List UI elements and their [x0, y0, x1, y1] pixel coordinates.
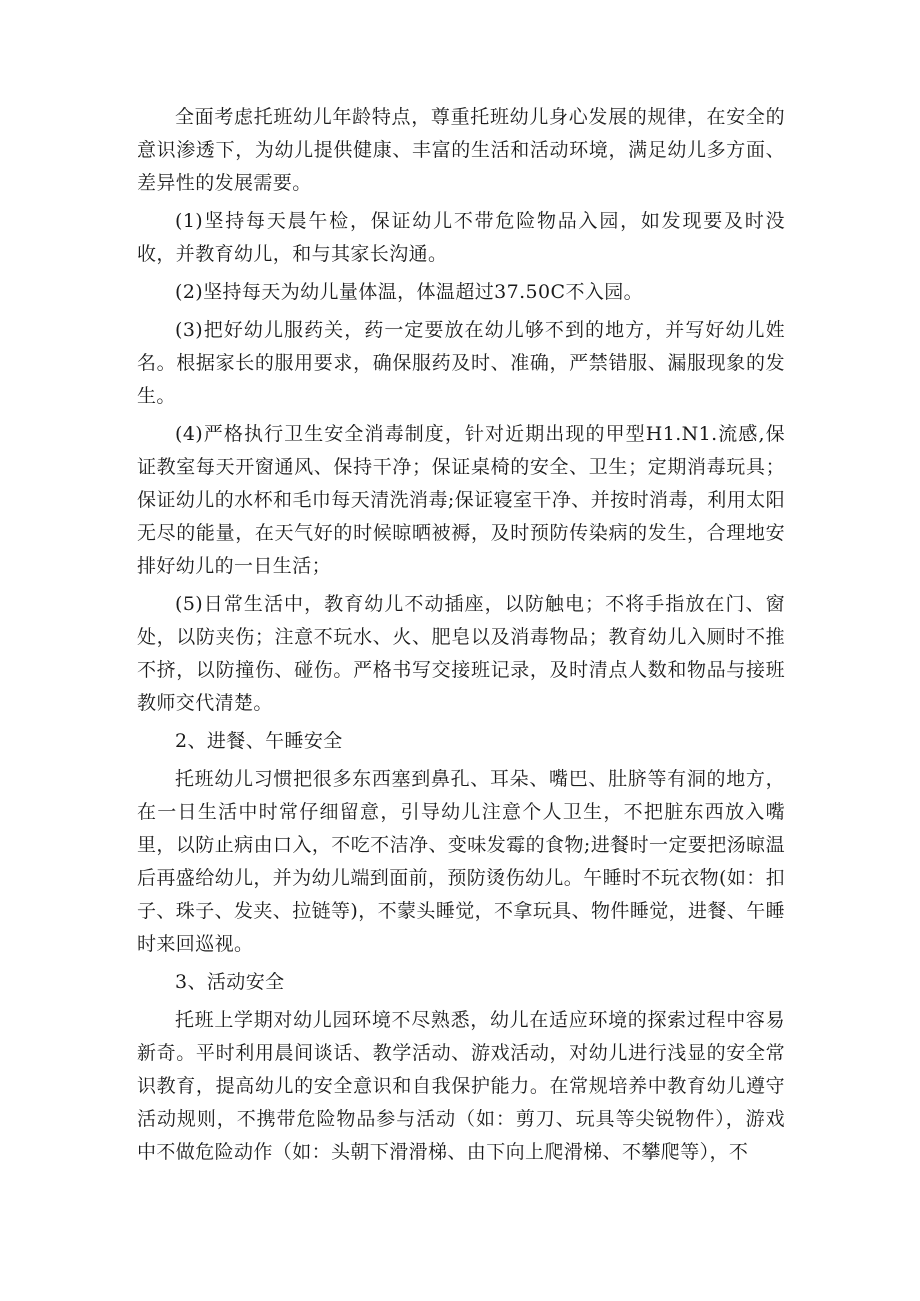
section-heading-meal-nap: 2、进餐、午睡安全	[175, 730, 343, 752]
item-1-paragraph: (1)坚持每天晨午检，保证幼儿不带危险物品入园，如发现要及时没收，并教育幼儿，和与其家长沟通。	[137, 210, 785, 265]
item-4-paragraph: (4)严格执行卫生安全消毒制度，针对近期出现的甲型H1.N1.流感,保证教室每天开窗通风、保持干净；保证桌椅的安全、卫生；定期消毒玩具；保证幼儿的水杯和毛巾每天清洗消毒;保证寝室干净、并按时消毒，利用太阳无尽的能量，在天气好的时候晾晒被褥，及时预防传染病的发生，合理地安排好幼儿的一日生活；	[137, 423, 785, 577]
intro-paragraph: 全面考虑托班幼儿年龄特点，尊重托班幼儿身心发展的规律，在安全的意识渗透下，为幼儿提供健康、丰富的生活和活动环境，满足幼儿多方面、差异性的发展需要。	[137, 106, 785, 194]
meal-nap-paragraph: 托班幼儿习惯把很多东西塞到鼻孔、耳朵、嘴巴、肚脐等有洞的地方，在一日生活中时常仔细留意，引导幼儿注意个人卫生，不把脏东西放入嘴里，以防止病由口入，不吃不洁净、变味发霉的食物;进餐时一定要把汤晾温后再盛给幼儿，并为幼儿端到面前，预防烫伤幼儿。午睡时不玩衣物(如：扣子、珠子、发夹、拉链等)，不蒙头睡觉，不拿玩具、物件睡觉，进餐、午睡时来回巡视。	[137, 768, 786, 955]
item-2-paragraph: (2)坚持每天为幼儿量体温，体温超过37.50C不入园。	[175, 281, 644, 303]
item-5-paragraph: (5)日常生活中，教育幼儿不动插座，以防触电；不将手指放在门、窗处，以防夹伤；注意不玩水、火、肥皂以及消毒物品；教育幼儿入厕时不推不挤，以防撞伤、碰伤。严格书写交接班记录，及时清点人数和物品与接班教师交代清楚。	[137, 593, 785, 714]
section-heading-activity: 3、活动安全	[175, 971, 285, 993]
activity-paragraph: 托班上学期对幼儿园环境不尽熟悉，幼儿在适应环境的探索过程中容易新奇。平时利用晨间谈话、教学活动、游戏活动，对幼儿进行浅显的安全常识教育，提高幼儿的安全意识和自我保护能力。在常规培养中教育幼儿遵守活动规则，不携带危险物品参与活动（如：剪刀、玩具等尖锐物件），游戏中不做危险动作（如：头朝下滑滑梯、由下向上爬滑梯、不攀爬等），不	[137, 1009, 785, 1163]
document-page	[137, 101, 785, 1174]
item-3-paragraph: (3)把好幼儿服药关，药一定要放在幼儿够不到的地方，并写好幼儿姓名。根据家长的服用要求，确保服药及时、准确，严禁错服、漏服现象的发生。	[137, 319, 785, 407]
